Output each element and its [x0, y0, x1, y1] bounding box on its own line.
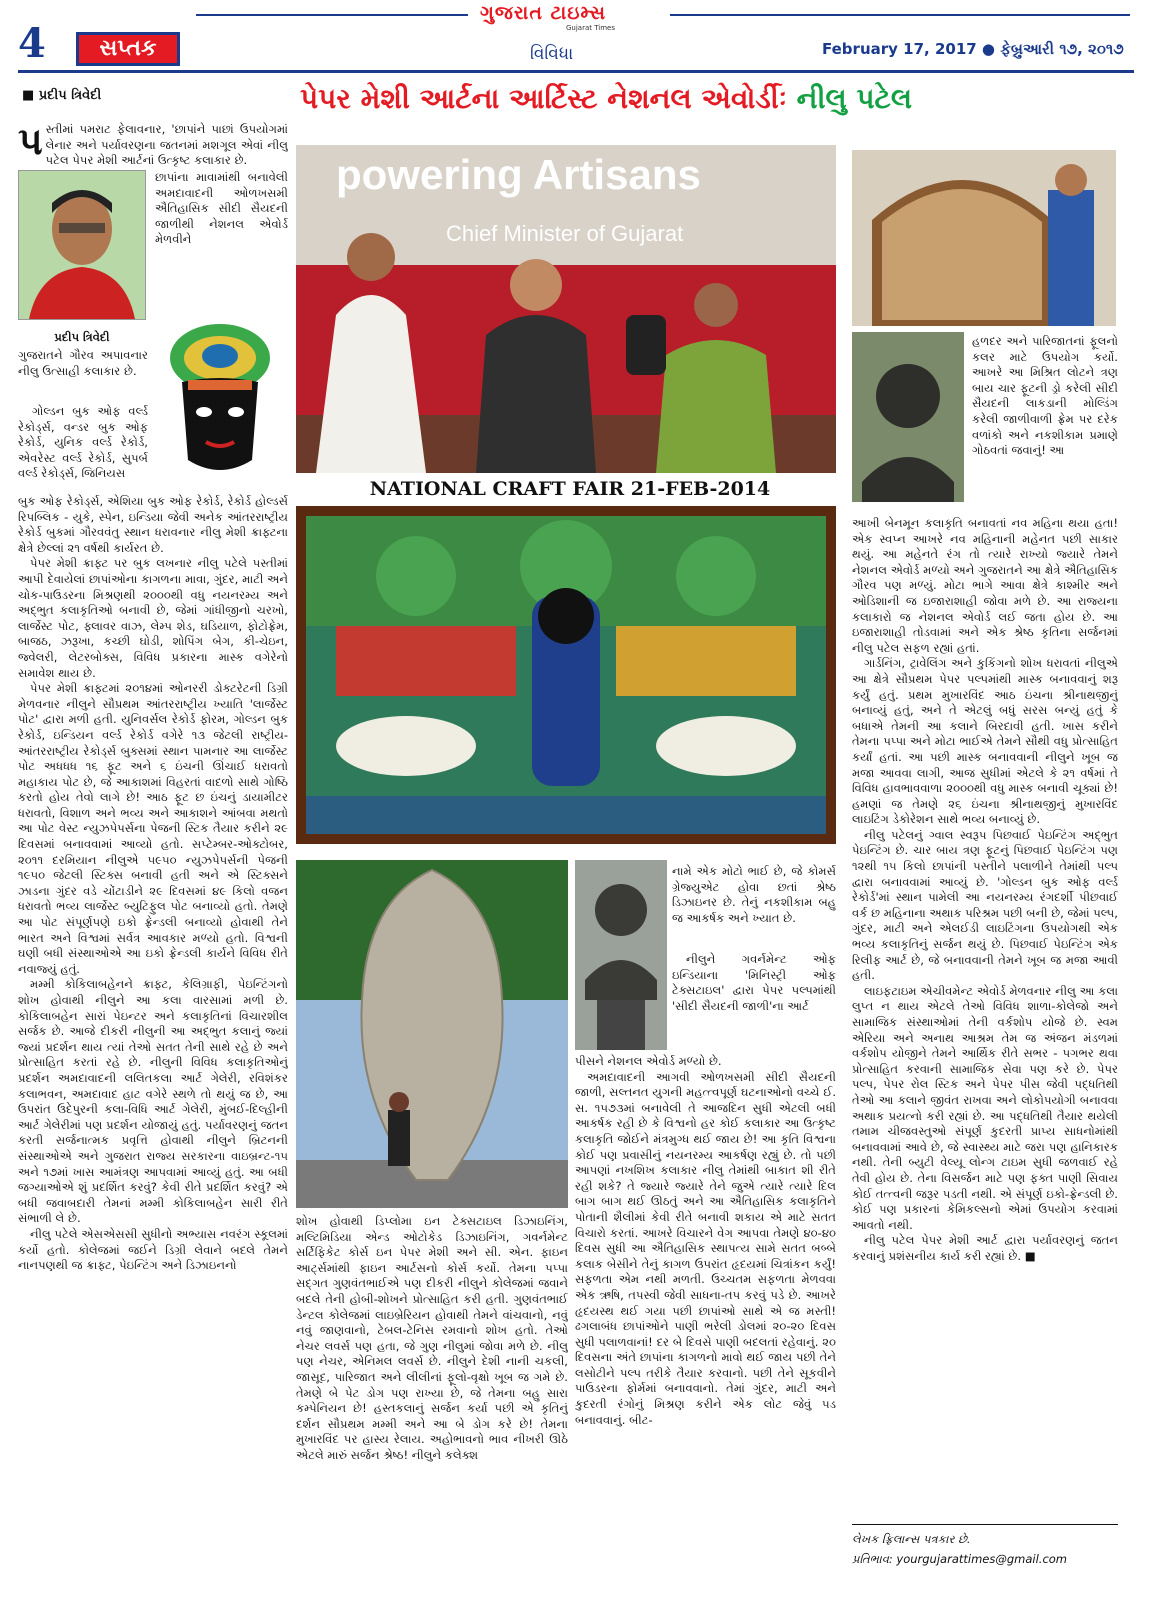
col1-body [18, 494, 288, 1584]
dropcap: પ [18, 122, 43, 163]
page-number: 4 [18, 20, 46, 67]
header-rule-left [196, 14, 468, 16]
header-rule-right [670, 14, 1130, 16]
col2-text: શોખ હોવાથી ડિપ્લોમા ઇન ટેક્સટાઇલ ડિઝાઇનિંગ, મલ્ટિમિડિયા એન્ડ ઓટોકેડ ડિઝાઇનિંગ, ગવર્નમેન્ટ સર્ટિફિકેટ કોર્સ ઇન પેપર મેશી અને સી. એન. ફાઇન આર્ટ્સમાંથી ફાઇન આર્ટસનો કોર્સ કર્યો. તેમના પપ્પા સદ્ગત ગુણવંતભાઈએ પણ દીકરી નીલુને કોલેજમાં જવાને બદલે તેની હોબી-શોખને પ્રોત્સાહિત કરી હતી. ગુણવંતભાઈ ડેન્ટલ કોલેજમાં લાઇબ્રેરિયન હોવાથી તેમને વાંચવાનો, નવું નવું જાણવાનો, ટેબલ-ટેનિસ રમવાનો શોખ હતો. તેઓ નેચર લવર્સ પણ હતા, જે ગુણ નીલુમાં જોવા મળે છે. નીલુ પણ નેચર, એનિમલ લવર્સ છે. નીલુને દેશી નાની ચકલી, જાસૂદ, પારિજાત અને લીલીનાં ફૂલો-વૃક્ષો ખૂબ જ ગમે છે. તેમણે બે પેટ ડોગ પણ રાખ્યા છે, જે તેમના બહુ સારા કમ્પેનિયન છે! હસ્તકલાનું સર્જન કર્યા પછી એ કૃતિનું દર્શન સૌપ્રથમ મમ્મી અને આ બે ડોગ કરે છે! તેમના મુખારવિંદ પર હાસ્ય રેલાય. અહોભાવનો ભાવ નીખરી ઊઠે એટલે મારું સર્જન શ્રેષ્ઠ! નીલુને કલેક્શ [296, 1214, 568, 1462]
col3-award [672, 952, 836, 1050]
byline: ■ પ્રદીપ ત્રિવેદી [22, 88, 102, 103]
col1-after-author-text: ગુજરાતને ગૌરવ અપાવનાર નીલુ ઉત્સાહી કલાકાર છે. [18, 348, 148, 378]
intro-text: સ્તીમાં પમરાટ ફેલાવનાર, 'છાપાંને પાછાં ઉપયોગમાં લેનાર અને પર્યાવરણના જતનમાં મશગૂલ એવાં નીલુ પટેલ પેપર મેશી આર્ટનાં ઉત્કૃષ્ટ કલાકાર છે. [45, 122, 288, 168]
paragraph: અમદાવાદની આગવી ઓળખસમી સીદી સૈયદની જાળી, સલ્તનત યુગની મહત્ત્વપૂર્ણ ઘટનાઓનો વચ્ચે ઈ. સ. ૧૫૭૩માં બનાવેલી તે આજદિન સુધી એટલી બધી આકર્ષક રહી છે કે વિશ્વનો હર કોઈ કલાકાર આ ઉત્કૃષ્ટ કલાકૃતિ જોઈને મંત્રમુગ્ધ થઈ જાય છે! આ કૃતિ વિશ્વના કોઈ પણ પ્રવાસીનું નયનરમ્ય આકર્ષણ રહ્યું છે. તો પછી આપણાં નખશિખ કલાકાર નીલુ તેમાંથી બાકાત શી રીતે રહી શકે? તે જ્યારે જ્યારે તેને જુએ ત્યારે ત્યારે દિલ બાગ બાગ થઈ ઊઠતું અને આ ઐતિહાસિક કલાકૃતિને પોતાની શૈલીમાં કેવી રીતે બનાવી શકાય એ માટે સતત વિચારો કરતાં. આખરે વિચારને વેગ આપવા તેમણે ૪૦-૪૦ દિવસ સુધી આ ઐતિહાસિક સ્થાપત્ય સામે સતત બબ્બે કલાક બેસીને તેનું કાગળ ઉપરાંત હૃદયમાં ચિત્રાંકન કર્યું! સફળતા એમ નથી મળતી. ઉચ્ચતમ સફળતા મેળવવા એક ઋષિ, તપસ્વી જેવી સાધના-તપ કરવું પડે છે. આખરે હૃદયસ્થ થઈ ગયા પછી છાપાંઓ સાથે એ જ મસ્તી! ઢગલાબંધ છાપાંઓને પાણી ભરેલી ડોલમાં ૨૦-૨૦ દિવસ સુધી પલાળવાનાં! દર બે દિવસે પાણી બદલતાં રહેવાનું. ૨૦ દિવસના અંતે છાપાંના કાગળનો માવો થઈ જાય પછી તેને લસોટીને પલ્પ તરીકે તૈયાર કરવાનો. પછી તેને સૂકવીને પાઉડરના ફોર્મમાં બનાવવાનો. તેમાં ગુંદર, માટી અને કુદરતી રંગોનું મિશ્રણ કરીને એક લોટ જેવું ૫ડ બનાવવાનું. બીટ- [575, 1069, 836, 1427]
author-photo [18, 170, 146, 320]
award-ceremony-photo [296, 145, 836, 473]
col3-award-text: નીલુને ગવર્નમેન્ટ ઓફ ઇન્ડિયાના 'મિનિસ્ટ્રી ઓફ ટેક્સટાઇલ' દ્વારા પેપર પલ્પમાંથી 'સીદી સૈયદની જાળી'ના આર્ટ [672, 952, 836, 1013]
col2-body [296, 1214, 568, 1574]
paragraph: પેપર મેશી ક્રાફ્ટમાં ૨૦૧૪માં ઓનરરી ડોક્ટરેટની ડિગ્રી મેળવનાર નીલુને સૌપ્રથમ આંતરરાષ્ટ્રીય ખ્યાતિ 'લાર્જેસ્ટ પોટ' દ્વારા મળી હતી. યુનિવર્સલ રેકોર્ડ ફોરમ, ગોલ્ડન બુક રેકોર્ડ, ઇન્ડિયન વર્લ્ડ રેકોર્ડ વગેરે ૧૩ જેટલી રાષ્ટ્રીય-આંતરરાષ્ટ્રીય રેકોર્ડ્સ બુક્સમાં સ્થાન પામનાર આ લાર્જેસ્ટ પોટ અધધધ ૧૬ ફૂટ અને ૬ ઇંચની ઊંચાઈ ધરાવતો મહાકાય પોટ છે, જે આકાશમાં વિહરતાં વાદળો સાથે ગોષ્ઠિ કરતો હોય તેવો લાગે છે! આઠ ફૂટ છ ઇંચનું ડાયામીટર ધરાવતો, વિશાળ અને ભવ્ય અને આકાશને આંબવા મથતો આ પોટ વેસ્ટ ન્યુઝપેપર્સના પેજની સ્ટિક તૈયાર કરીને ૨૯ દિવસમાં બનાવવામાં આવ્યો હતો. સપ્ટેમ્બર-ઓક્ટોબર, ૨૦૧૧ દરમિયાન નીલુએ ૫૯૫૦ ન્યુઝપેપર્સની પેજની ૧૯૫૦ જેટલી સ્ટિક્સ બનાવી હતી અને એ સ્ટિક્સને ઝાડના ગુંદર વડે ચોંટાડીને ૨૯ દિવસમાં ૪૯ કિલો વજન ધરાવતો ભવ્ય લાર્જેસ્ટ બ્યુટિફુલ પોટ બનાવ્યો હતો. તેમણે આ પોટ સંપૂર્ણપણે ઇકો ફ્રેન્ડલી બનાવ્યો હોવાથી તેને ભારત અને વિશ્વમાં સર્વત્ર આવકાર મળ્યો હતો. વિશ્વની ઘણી બધી સંસ્થાઓએ આ ઇકો ફ્રેન્ડલી કાર્યને વિવિધ રીતે નવાજ્યું હતું. [18, 681, 288, 976]
photo-sub-text: Chief Minister of Gujarat [446, 221, 684, 246]
page-header [0, 0, 1152, 70]
section-logo: સપ્તક [76, 32, 180, 66]
masthead-sub: Gujarat Times [566, 24, 616, 32]
photo-banner-text: powering Artisans [336, 151, 701, 198]
paragraph: પેપર મેશી ક્રાફ્ટ પર બુક લખનાર નીલુ પટેલે પસ્તીમાં આપી દેવાયેલાં છાપાંઓના કાગળના માવા, ગુંદર, માટી અને ચોક-પાઉડરના મિશ્રણથી ૨૦૦૦થી વધુ નયનરમ્ય અને અદ્ભુત કલાકૃતિઓ બનાવી છે, જેમાં ગાંધીજીનો ચરખો, લાર્જેસ્ટ પોટ, ફ્લાવર વાઝ, લેમ્પ શેડ, ઘડિયાળ, ફોટોફ્રેમ, બાજઠ, ઝરૂખા, કચ્છી ઘોડી, શોપિંગ બેગ, કી-ચેઇન, જ્વેલરી, લેટરબોક્સ, વિવિધ પ્રકારના માસ્ક વગેરેનો સમાવેશ થાય છે. [18, 556, 288, 680]
paragraph: મમ્મી કોકિલાબહેનને ક્રાફ્ટ, કેલિગ્રાફી, પેઇન્ટિંગનો શોખ હોવાથી નીલુને આ કલા વારસામાં મળી છે. કોકિલાબહેન સારાં પેઇન્ટર અને કલાકૃતિનાં વિચારશીલ સર્જક છે. આજે દીકરી નીલુની આ અદ્ભુત કલાનું જ્યાં જ્યાં પ્રદર્શન થાય ત્યાં તેઓ સતત તેની સાથે રહે છે અને પ્રોત્સાહિત કરતાં રહે છે. નીલુની વિવિધ કલાકૃતિઓનું પ્રદર્શન અમદાવાદની લલિતકલા આર્ટ ગેલેરી, રવિશંકર કલાભવન, અમદાવાદ હાટ વગેરે સ્થળે તો થયું જ છે, આ ઉપરાંત ઉદેપુરની કલા-વિધિ આર્ટ ગેલેરી, મુંબઈ-દિલ્હીની આર્ટ ગેલેરીમાં પણ પ્રદર્શન યોજાયું હતું. પર્યાવરણનું જતન કરતી સર્જનાત્મક પ્રવૃત્તિ હોવાથી નીલુને બ્રિટનની સંસ્થાઓએ અને ગુજરાત રાજ્ય સરકારના વાઇબ્રન્ટ-૧૫ અને ૧૭માં ખાસ આમંત્રણ આપવામાં આવ્યું હતું. આ બધી જગ્યાઓએ શું પ્રદર્શિત કરવું? કેવી રીતે પ્રદર્શિત કરવું? એ બધી જવાબદારી તેમનાં મમ્મી કોકિલાબહેન સારી રીતે સંભાળી લે છે. [18, 977, 288, 1226]
headline-name: નીલુ પટેલ [796, 82, 912, 115]
col3-top-text: નામે એક મોટો ભાઈ છે, જે કોમર્સ ગ્રેજ્યુએટ હોવા છતાં શ્રેષ્ઠ ડિઝાઇનર છે. તેનું નકશીકામ બહુ જ આકર્ષક અને ખ્યાત છે. [672, 864, 836, 925]
paragraph: ગાર્ડનિંગ, ટ્રાવેલિંગ અને કુકિંગનો શોખ ધરાવતાં નીલુએ આ ક્ષેત્રે સૌપ્રથમ પેપર પલ્પમાંથી માસ્ક બનાવવાનું શરૂ કર્યું હતું. પ્રથમ મુખારવિંદ આઠ ઇંચના શ્રીનાથજીનું બનાવ્યું હતું, અને તે એટલું બધું સરસ બન્યું હતું કે બધાએ તેમની આ કલાને બિરદાવી હતી. ખાસ કરીને તેમના પપ્પા અને મોટા ભાઈએ તેમને સૌથી વધુ પ્રોત્સાહિત કર્યાં હતાં. આ પછી માસ્ક બનાવવાની નીલુને ખૂબ જ મજા આવવા લાગી, આજ સુધીમાં એટલે કે ૨૧ વર્ષમાં તે વિવિધ હાવભાવવાળા ૨૦૦૦થી વધુ માસ્ક બનાવી ચૂક્યાં છે! હમણાં જ તેમણે ૨૬ ઇંચના શ્રીનાથજીનું મુખારવિંદ લાઇટિંગ ડેકોરેશન સાથે ભવ્ય બનાવ્યું છે. [852, 656, 1118, 827]
col1-intro [18, 122, 288, 176]
col1b-text: છાપાંના માવામાંથી બનાવેલી અમદાવાદની ઓળખસમી ઐતિહાસિક સીદી સૈયદની જાળીથી નેશનલ એવોર્ડ મેળવીને [155, 170, 288, 247]
footer-contact: પ્રતિભાવ: yourgujarattimes@gmail.com [852, 1552, 1068, 1566]
headline [300, 82, 1136, 116]
col1-records [18, 404, 148, 496]
issue-date: February 17, 2017 ● ફેબ્રુઆરી ૧૭, ૨૦૧૭ [822, 40, 1124, 58]
footer-divider [852, 1524, 1118, 1525]
section-name: વિવિધા [530, 44, 574, 64]
headline-main: પેપર મેશી આર્ટના આર્ટિસ્ટ નેશનલ એવોર્ડીઃ [300, 82, 797, 115]
masthead-logo: ગુજરાત ટાઇમ્સ [480, 2, 607, 24]
paragraph: પીસને નેશનલ એવોર્ડ મળ્યો છે. [575, 1054, 722, 1068]
paragraph: નીલુ પટેલનું ગ્વાલ સ્વરૂપ પિછવાઈ પેઇન્ટિંગ અદ્ભુત પેઇન્ટિંગ છે. ચાર બાય ત્રણ ફૂટનું પિછવાઈ પેઇન્ટિંગ પણ ૧૨થી ૧૫ કિલો છાપાંની પસ્તીને પલાળીને તેમાંથી પલ્પ દ્વારા બનાવવામાં આવ્યું છે. 'ગોલ્ડન બુક ઓફ વર્લ્ડ રેકોર્ડ'માં સ્થાન પામેલી આ નયનરમ્ય રંગદર્શી પીછવાઈ વર્ક છ મહિનાના અથાક પરિશ્રમ પછી બની છે, જેમાં પલ્પ, ગુંદર, માટી અને એલઈડી લાઇટિંગના ઉપયોગથી એક ભવ્ય કલાકૃતિનું સર્જન થયું છે. પિછવાઈ પેઇન્ટિંગ એક રિલીફ આર્ટ છે, જે બનાવવાની તેમને ખૂબ જ મજા આવી હતી. [852, 827, 1118, 983]
header-divider [18, 70, 1134, 73]
col4-top-text: હળદર અને પારિજાતનાં ફૂલનો કલર માટે ઉપયોગ કર્યો. આખરે આ મિશ્રિત લોટને ત્રણ બાય ચાર ફૂટની ડ્રો કરેલી સીદી સૈયદની લાકડાની મોલ્ડિંગ કરેલી જાળીવાળી ફ્રેમ પર દરેક વળાંકો અને નકશીકામ પ્રમાણે ગોઠવતાં જવાનું! આ [972, 334, 1118, 458]
craft-fair-caption: NATIONAL CRAFT FAIR 21-FEB-2014 [369, 478, 771, 500]
col4-body [852, 516, 1118, 1480]
col4-top [972, 334, 1118, 514]
author-caption: પ્રદીપ ત્રિવેદી [54, 330, 110, 344]
bust-statue-photo [575, 860, 667, 1050]
bust-sculpture-photo [852, 332, 964, 502]
paragraph: નીલુ પટેલ પેપર મેશી આર્ટ દ્વારા પર્યાવરણનું જતન કરવાનું પ્રશંસનીય કાર્ય કરી રહ્યાં છે. ■ [852, 1233, 1118, 1263]
paragraph: આખી બેનમૂન કલાકૃતિ બનાવતાં નવ મહિના થયા હતા! એક સ્વપ્ન આખરે નવ મહિનાની મહેનત પછી સાકાર થયું. આ મહેનતે રંગ તો ત્યારે રાખ્યો જ્યારે તેમને નેશનલ એવોર્ડ મળ્યો અને ગુજરાતને આ ક્ષેત્રે ઐતિહાસિક ગૌરવ પણ મળ્યું. મોટા ભાગે આવા ક્ષેત્રે કાશ્મીર અને ઓડિશાની જ ઇજારાશાહી જોવા મળે છે. આ રાજ્યના કલાકારો જ નેશનલ એવોર્ડ લઈ જતા હોય છે. આ ઇજારાશાહી તોડવામાં અને એક શ્રેષ્ઠ કૃતિના સર્જનમાં નીલુ પટેલ સફળ રહ્યાં હતાં. [852, 516, 1118, 655]
mask-artwork-image [152, 320, 288, 478]
col1b-intro [155, 170, 288, 320]
col3-body [575, 1054, 836, 1574]
footer-author-note: લેખક ફ્રિલાન્સ પત્રકાર છે. [852, 1532, 971, 1546]
paragraph: નીલુ પટેલે એસએસસી સુધીનો અભ્યાસ નવરંગ સ્કૂલમાં કર્યો હતો. કોલેજમાં જઈને ડિગ્રી લેવાને બદલે તેમને નાનપણથી જ ક્રાફ્ટ, પેઇન્ટિંગ અને ડિઝાઇનનો [18, 1226, 288, 1273]
pichhwai-painting-image [296, 506, 836, 844]
col3-top [672, 864, 836, 950]
artist-with-jali-photo [852, 150, 1116, 326]
paragraph: લાઇફટાઇમ એચીવમેન્ટ એવોર્ડ મેળવનાર નીલુ આ કલા લુપ્ત ન થાય એટલે તેઓ વિવિધ શાળા-કોલેજો અને સામાજિક સંસ્થાઓમાં તેની વર્કશોપ યોજે છે. સ્વમ એરિયા અને અનાથ આશ્રમ તેમ જ અંજન મંડળમાં વર્કશોપ યોજીને તેમને આર્થિક રીતે સભર - પગભર થવા પ્રોત્સાહિત કરવાની સામાજિક સેવા પણ કરે છે. પેપર પલ્પ, પેપર રોલ સ્ટિક અને પેપર પીસ જેવી પદ્ધતિથી તેઓ આ કલાને જીવંત રાખવા અને લોકોપયોગી બનાવવા અથાક પ્રયત્નો કરી રહ્યાં છે. આ પદ્ધતિથી તૈયાર થયેલી તમામ ચીજવસ્તુઓ સંપૂર્ણ કુદરતી પ્રાપ્ય સાધનોમાંથી બનાવવામાં આવે છે, જે સ્વાસ્થ્ય માટે જરા પણ હાનિકારક નથી. તેની બ્યુટી વેલ્યૂ લોન્ગ ટાઇમ સુધી જળવાઈ રહે તેવી હોય છે. તેના વિસર્જન માટે પણ ફક્ત પાણી સિવાય કોઈ તત્ત્વની જરૂર પડતી નથી. એ સંપૂર્ણ ઇકો-ફ્રેન્ડલી છે. કોઈ પણ પ્રકારનાં કેમિકલ્સનો એમાં ઉપયોગ કરવામાં આવતો નથી. [852, 983, 1118, 1232]
largest-pot-photo [296, 860, 568, 1208]
paragraph: બુક ઓફ રેકોર્ડ્સ, એશિયા બુક ઓફ રેકોર્ડ, રેકોર્ડ હોલ્ડર્સ રિપબ્લિક - યુકે, સ્પેન, ઇન્ડિયા જેવી અનેક આંતરરાષ્ટ્રીય રેકોર્ડ બુકમાં ગૌરવવંતુ સ્થાન ધરાવનાર નીલુ મેશી ક્રાફ્ટના ક્ષેત્રે છેલ્લાં ૨૧ વર્ષથી કાર્યરત છે. [18, 494, 288, 555]
col1-records-text: ગોલ્ડન બુક ઓફ વર્લ્ડ રેકોર્ડ્સ, વન્ડર બુક ઓફ રેકોર્ડ, યુનિક વર્લ્ડ રેકોર્ડ, એવરેસ્ટ વર્લ્ડ રેકોર્ડ, સુપર્બ વર્લ્ડ રેકોર્ડ્સ, જિનિયસ [18, 404, 148, 481]
